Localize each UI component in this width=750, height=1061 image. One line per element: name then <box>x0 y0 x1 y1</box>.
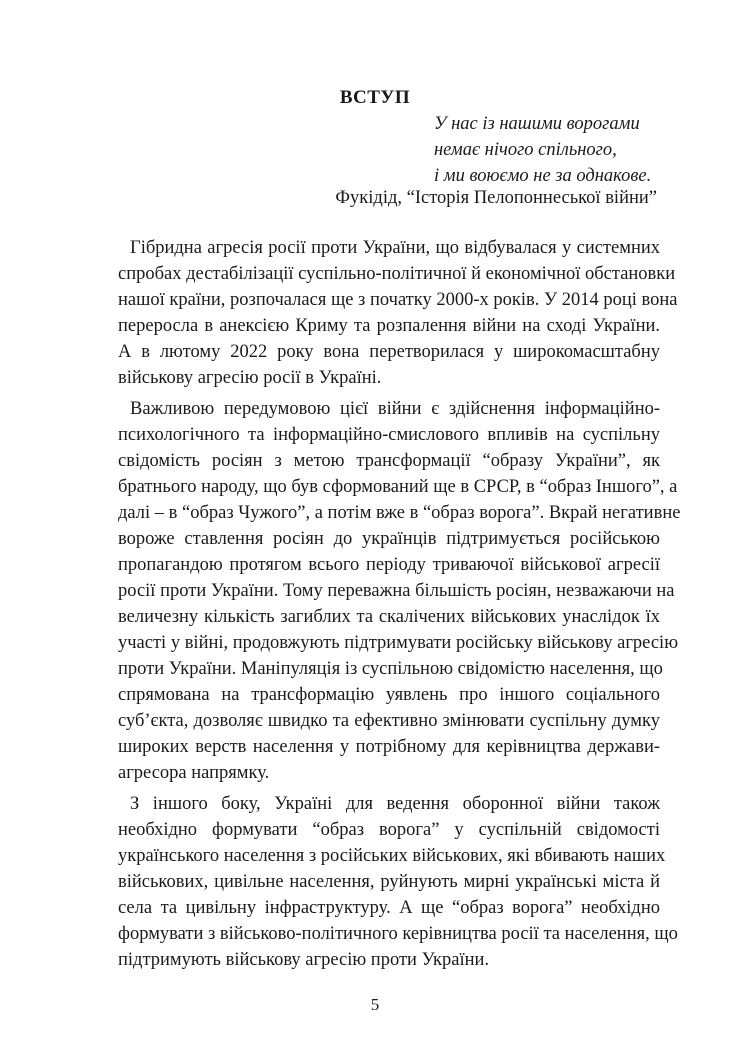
text-line: нашої країни, розпочалася ще з початку 2000-х років. У 2014 році вона <box>118 290 678 310</box>
text-line: українського населення з російських військових, які вбивають наших <box>118 846 666 866</box>
page-number: 5 <box>370 995 380 1014</box>
text-line: психологічного та інформаційно-смислового впливів на суспільну <box>118 425 660 445</box>
page-title: ВСТУП <box>339 87 411 108</box>
text-line: братнього народу, що був сформований ще в СРСР, в “образ Іншого”, а <box>118 477 678 497</box>
paragraph-2 <box>118 396 681 786</box>
text-line: Важливою передумовою цієї війни є здійснення інформаційно- <box>130 399 660 419</box>
text-line: агресора напрямку. <box>118 763 270 783</box>
text-line: спробах дестабілізації суспільно-політичної й економічної обстановки <box>118 264 676 284</box>
text-line: формувати з військово-політичного керівництва росії та населення, що <box>118 924 678 944</box>
text-line: величезну кількість загиблих та скалічених військових унаслідок їх <box>118 607 660 627</box>
text-line: Гібридна агресія росії проти України, що відбувалася у системних <box>130 238 660 258</box>
epigraph-line: немає нічого спільного, <box>434 140 617 160</box>
epigraph-line: і ми воюємо не за однакове. <box>434 166 652 186</box>
text-line: військову агресію росії в Україні. <box>118 368 382 388</box>
epigraph-attribution: Фукідід, “Історія Пелопоннеської війни” <box>335 188 657 208</box>
epigraph <box>434 111 651 189</box>
text-line: З іншого боку, Україні для ведення оборонної війни також <box>130 794 660 814</box>
text-line: свідомість росіян з метою трансформації “образу України”, як <box>118 451 660 471</box>
text-line: необхідно формувати “образ ворога” у суспільній свідомості <box>118 820 660 840</box>
text-line: А в лютому 2022 року вона перетворилася у широкомасштабну <box>118 342 660 362</box>
text-line: проти України. Маніпуляція із суспільною свідомістю населення, що <box>118 659 663 679</box>
text-line: участі у війні, продовжують підтримувати російську військову агресію <box>118 633 679 653</box>
epigraph-line: У нас із нашими ворогами <box>434 114 640 134</box>
body-text <box>118 235 681 978</box>
text-line: далі – в “образ Чужого”, а потім вже в “образ ворога”. Вкрай негативне <box>118 503 681 523</box>
text-line: військових, цивільне населення, руйнують мирні українські міста й <box>118 872 660 892</box>
text-line: вороже ставлення росіян до українців підтримується російською <box>118 529 660 549</box>
text-line: села та цивільну інфраструктуру. А ще “образ ворога” необхідно <box>118 898 660 918</box>
text-line: широких верств населення у потрібному для керівництва держави- <box>118 737 660 757</box>
text-line: пропагандою протягом всього періоду триваючої військової агресії <box>118 555 660 575</box>
text-line: спрямована на трансформацію уявлень про іншого соціального <box>118 685 660 705</box>
text-line: підтримують військову агресію проти України. <box>118 950 490 970</box>
text-line: росії проти України. Тому переважна більшість росіян, незважаючи на <box>118 581 675 601</box>
text-line: переросла в анексією Криму та розпалення війни на сході України. <box>118 316 660 336</box>
text-line: суб’єкта, дозволяє швидко та ефективно змінювати суспільну думку <box>118 711 660 731</box>
paragraph-1 <box>118 235 678 391</box>
paragraph-3 <box>118 791 678 973</box>
